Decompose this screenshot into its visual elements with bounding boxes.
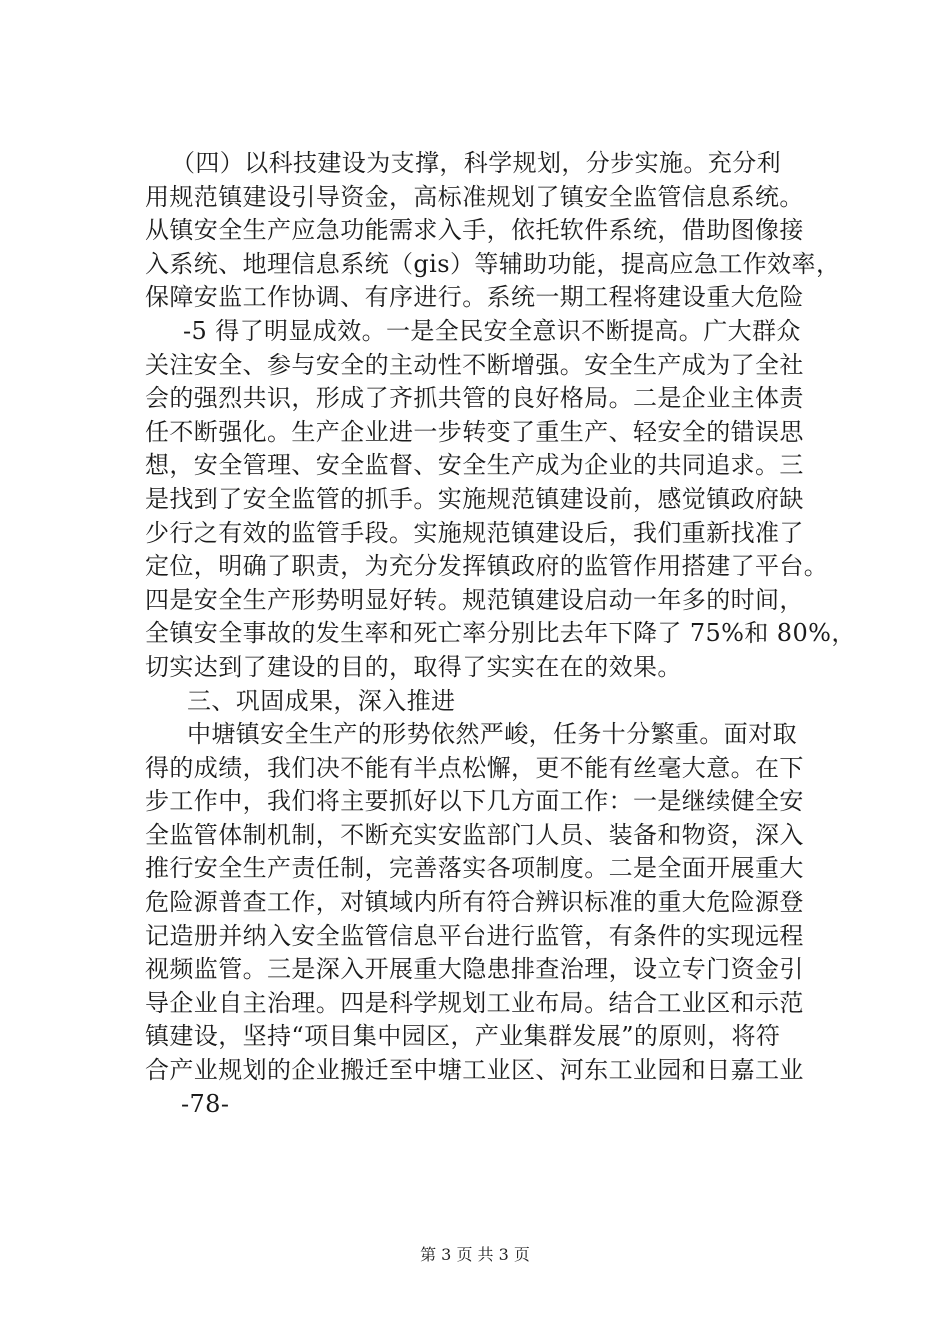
text-line: 关注安全、参与安全的主动性不断增强。安全生产成为了全社 <box>145 350 804 379</box>
text-line: 步工作中，我们将主要抓好以下几方面工作：一是继续健全安 <box>145 787 804 816</box>
text-line: 是找到了安全监管的抓手。实施规范镇建设前，感觉镇政府缺 <box>145 484 804 513</box>
text-line: （四）以科技建设为支撑，科学规划，分步实施。充分利 <box>171 149 781 177</box>
text-line: 得的成绩，我们决不能有半点松懈，更不能有丝毫大意。在下 <box>145 753 804 782</box>
text-line: 从镇安全生产应急功能需求入手，依托软件系统，借助图像接 <box>145 216 804 245</box>
text-line: 全镇安全事故的发生率和死亡率分别比去年下降了 75%和 80%， <box>145 619 856 648</box>
text-line: 镇建设，坚持“项目集中园区，产业集群发展”的原则，将符 <box>145 1022 781 1051</box>
text-line: 任不断强化。生产企业进一步转变了重生产、轻安全的错误思 <box>145 417 804 446</box>
text-line: 全监管体制机制，不断充实安监部门人员、装备和物资，深入 <box>145 820 804 849</box>
text-line: 推行安全生产责任制，完善落实各项制度。二是全面开展重大 <box>145 854 804 883</box>
text-line: 中塘镇安全生产的形势依然严峻，任务十分繁重。面对取 <box>187 720 797 749</box>
text-line: 保障安监工作协调、有序进行。系统一期工程将建设重大危险 <box>145 283 804 312</box>
text-line: 定位，明确了职责，为充分发挥镇政府的监管作用搭建了平台。 <box>145 552 829 581</box>
inline-page-number: -78- <box>181 1089 230 1118</box>
page-footer: 第 3 页 共 3 页 <box>420 1245 530 1264</box>
text-line: 用规范镇建设引导资金，高标准规划了镇安全监管信息系统。 <box>145 182 804 211</box>
text-line: 记造册并纳入安全监管信息平台进行监管，有条件的实现远程 <box>145 921 804 950</box>
text-line: 切实达到了建设的目的，取得了实实在在的效果。 <box>145 652 682 681</box>
text-line: 合产业规划的企业搬迁至中塘工业区、河东工业园和日嘉工业 <box>145 1056 804 1085</box>
text-line: 危险源普查工作，对镇域内所有符合辨识标准的重大危险源登 <box>145 888 804 917</box>
text-line: 入系统、地理信息系统（gis）等辅助功能，提高应急工作效率， <box>145 249 841 278</box>
text-line: 导企业自主治理。四是科学规划工业布局。结合工业区和示范 <box>145 988 804 1017</box>
section-heading: 三、巩固成果，深入推进 <box>187 686 456 715</box>
text-line: 视频监管。三是深入开展重大隐患排查治理，设立专门资金引 <box>145 955 804 984</box>
document-body <box>145 147 856 1121</box>
text-line: 会的强烈共识，形成了齐抓共管的良好格局。二是企业主体责 <box>145 384 804 413</box>
text-line: -5 得了明显成效。一是全民安全意识不断提高。广大群众 <box>183 316 801 345</box>
text-line: 想，安全管理、安全监督、安全生产成为企业的共同追求。三 <box>145 451 804 480</box>
text-line: 少行之有效的监管手段。实施规范镇建设后，我们重新找准了 <box>145 518 804 547</box>
text-line: 四是安全生产形势明显好转。规范镇建设启动一年多的时间， <box>145 585 804 614</box>
